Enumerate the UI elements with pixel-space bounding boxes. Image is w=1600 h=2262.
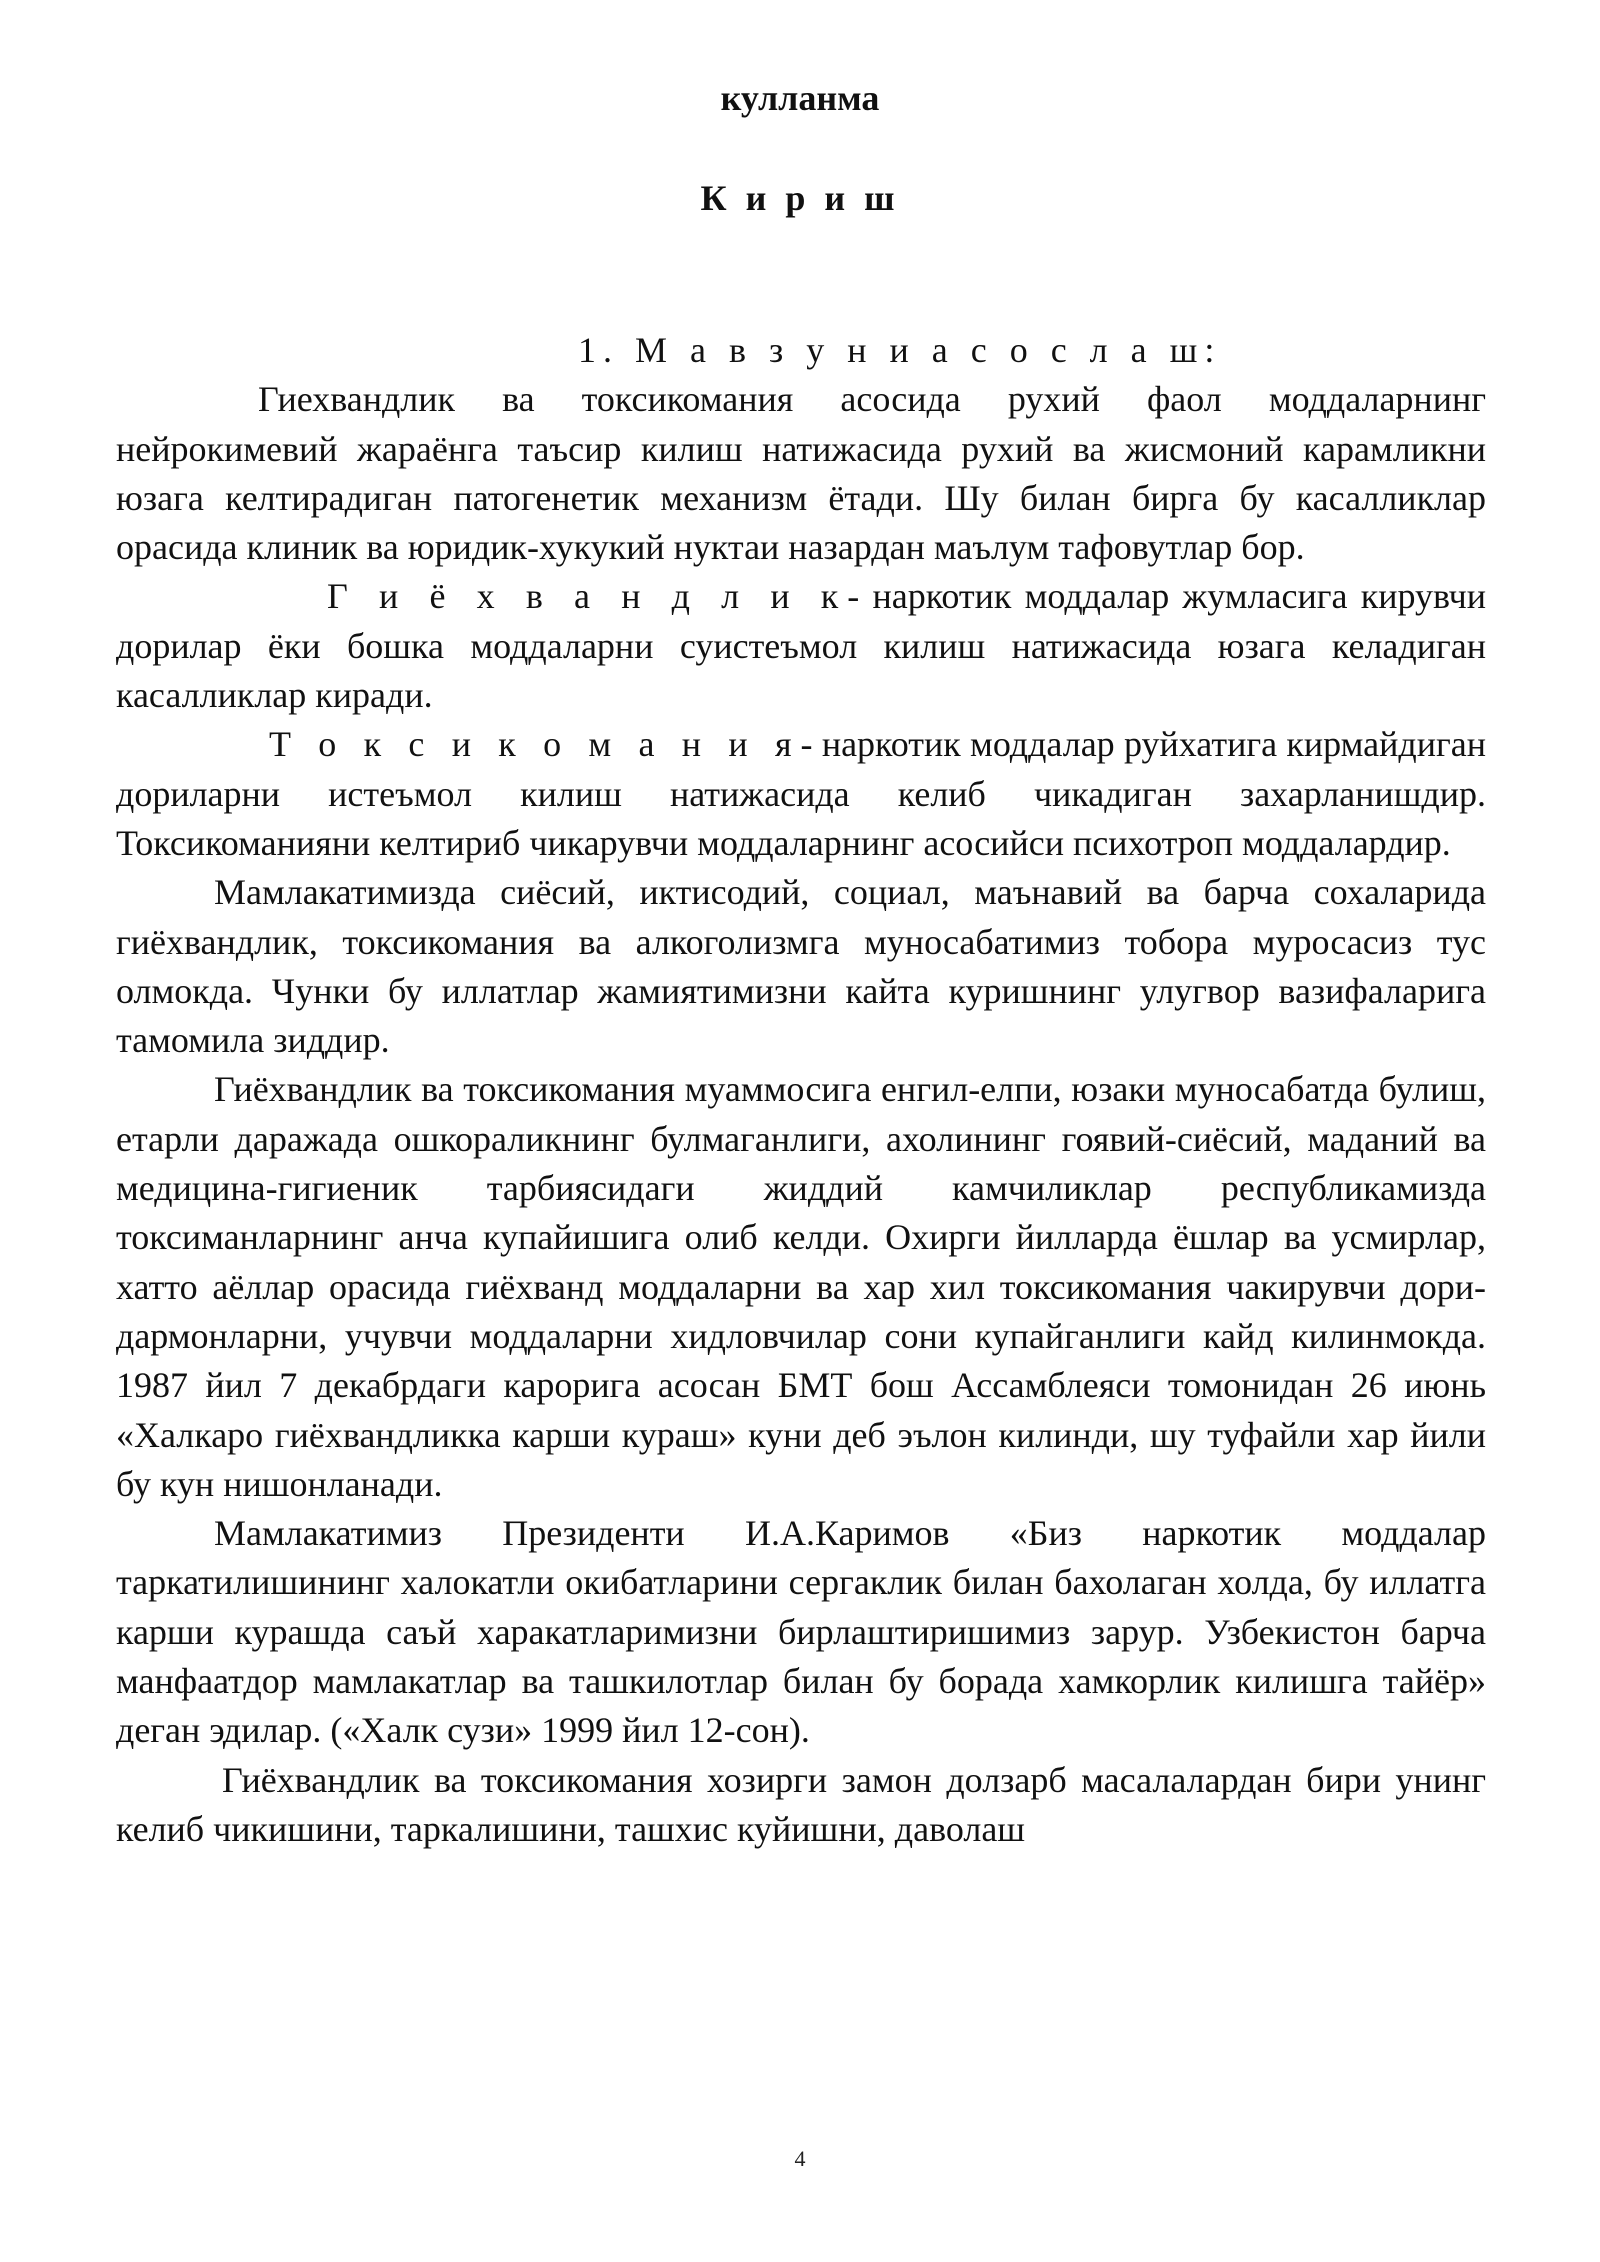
section-number: 1.	[578, 330, 619, 370]
section-title: М а в з у н и а с о с л а ш:	[635, 330, 1222, 370]
paragraph: Гиёхвандлик ва токсикомания муаммосига енгил-елпи, юзаки муносабатда булиш, етарли даражада ошкораликнинг булмаганлиги, ахолининг гоявий-сиёсий, маданий ва медицина-гигиеник тарбиясидаги жиддий камчиликлар республикамизда токсиманларнинг анча купайишига олиб келди. Охирги йилларда ёшлар ва усмирлар, хатто аёллар орасида гиёхванд моддаларни ва хар хил токсикомания чакирувчи дори-дармонларни, учувчи моддаларни хидловчилар сони купайганлиги кайд килинмокда. 1987 йил 7 декабрдаги карорига асосан БМТ бош Ассамблеяси томонидан 26 июнь «Халкаро гиёхвандликка карши кураш» куни деб эълон килинди, шу туфайли хар йили бу кун нишонланади.	[116, 1069, 1486, 1504]
paragraph: Мамлакатимиз Президенти И.А.Каримов «Биз наркотик моддалар таркатилишининг халокатли окибатларини сергаклик билан бахолаган холда, бу иллатга карши курашда саъй харакатларимизни бирлаштиришимиз зарур. Узбекистон барча манфаатдор мамлакатлар ва ташкилотлар билан бу борада хамкорлик килишга тайёр» деган эдилар. («Халк сузи» 1999 йил 12-сон).	[116, 1513, 1486, 1751]
term-toxicomania: Т о к с и к о м а н и я	[269, 724, 801, 765]
term-definition: - наркотик моддалар руйхатига кирмайдиган дориларни истеъмол килиш натижасида келиб чикадиган захарланишдир. Токсикоманияни келтириб чикарувчи моддаларнинг асосийси психотроп моддалардир.	[116, 724, 1486, 863]
document-title: кулланма	[720, 78, 880, 118]
paragraph	[116, 572, 1486, 720]
term-definition: - наркотик моддалар жумласига кирувчи дорилар ёки бошка моддаларни суистеъмол килиш натижасида юзага келадиган касалликлар киради.	[116, 576, 1486, 716]
term-drug-addiction: Г и ё х в а н д л и к	[327, 576, 848, 617]
chapter-heading: К и р и ш	[700, 178, 900, 218]
paragraph: Мамлакатимизда сиёсий, иктисодий, социал, маънавий ва барча сохаларида гиёхвандлик, токсикомания ва алкоголизмга муносабатимиз тобора муросасиз тус олмокда. Чунки бу иллатлар жамиятимизни кайта куришнинг улугвор вазифаларига тамомила зиддир.	[116, 872, 1486, 1061]
paragraph	[116, 720, 1486, 868]
section-heading	[116, 326, 1486, 375]
body-text	[116, 326, 1486, 1854]
paragraph: Гиёхвандлик ва токсикомания хозирги замон долзарб масалалардан бири унинг келиб чикишини, таркалишини, ташхис куйишни, даволаш	[116, 1759, 1486, 1849]
paragraph: Гиехвандлик ва токсикомания асосида рухий фаол моддаларнинг нейрокимевий жараёнга таъсир килиш натижасида рухий ва жисмоний карамликни юзага келтирадиган патогенетик механизм ётади. Шу билан бирга бу касалликлар орасида клиник ва юридик-хукукий нуктаи назардан маълум тафовутлар бор.	[116, 379, 1486, 568]
page-number: 4	[794, 2146, 806, 2171]
